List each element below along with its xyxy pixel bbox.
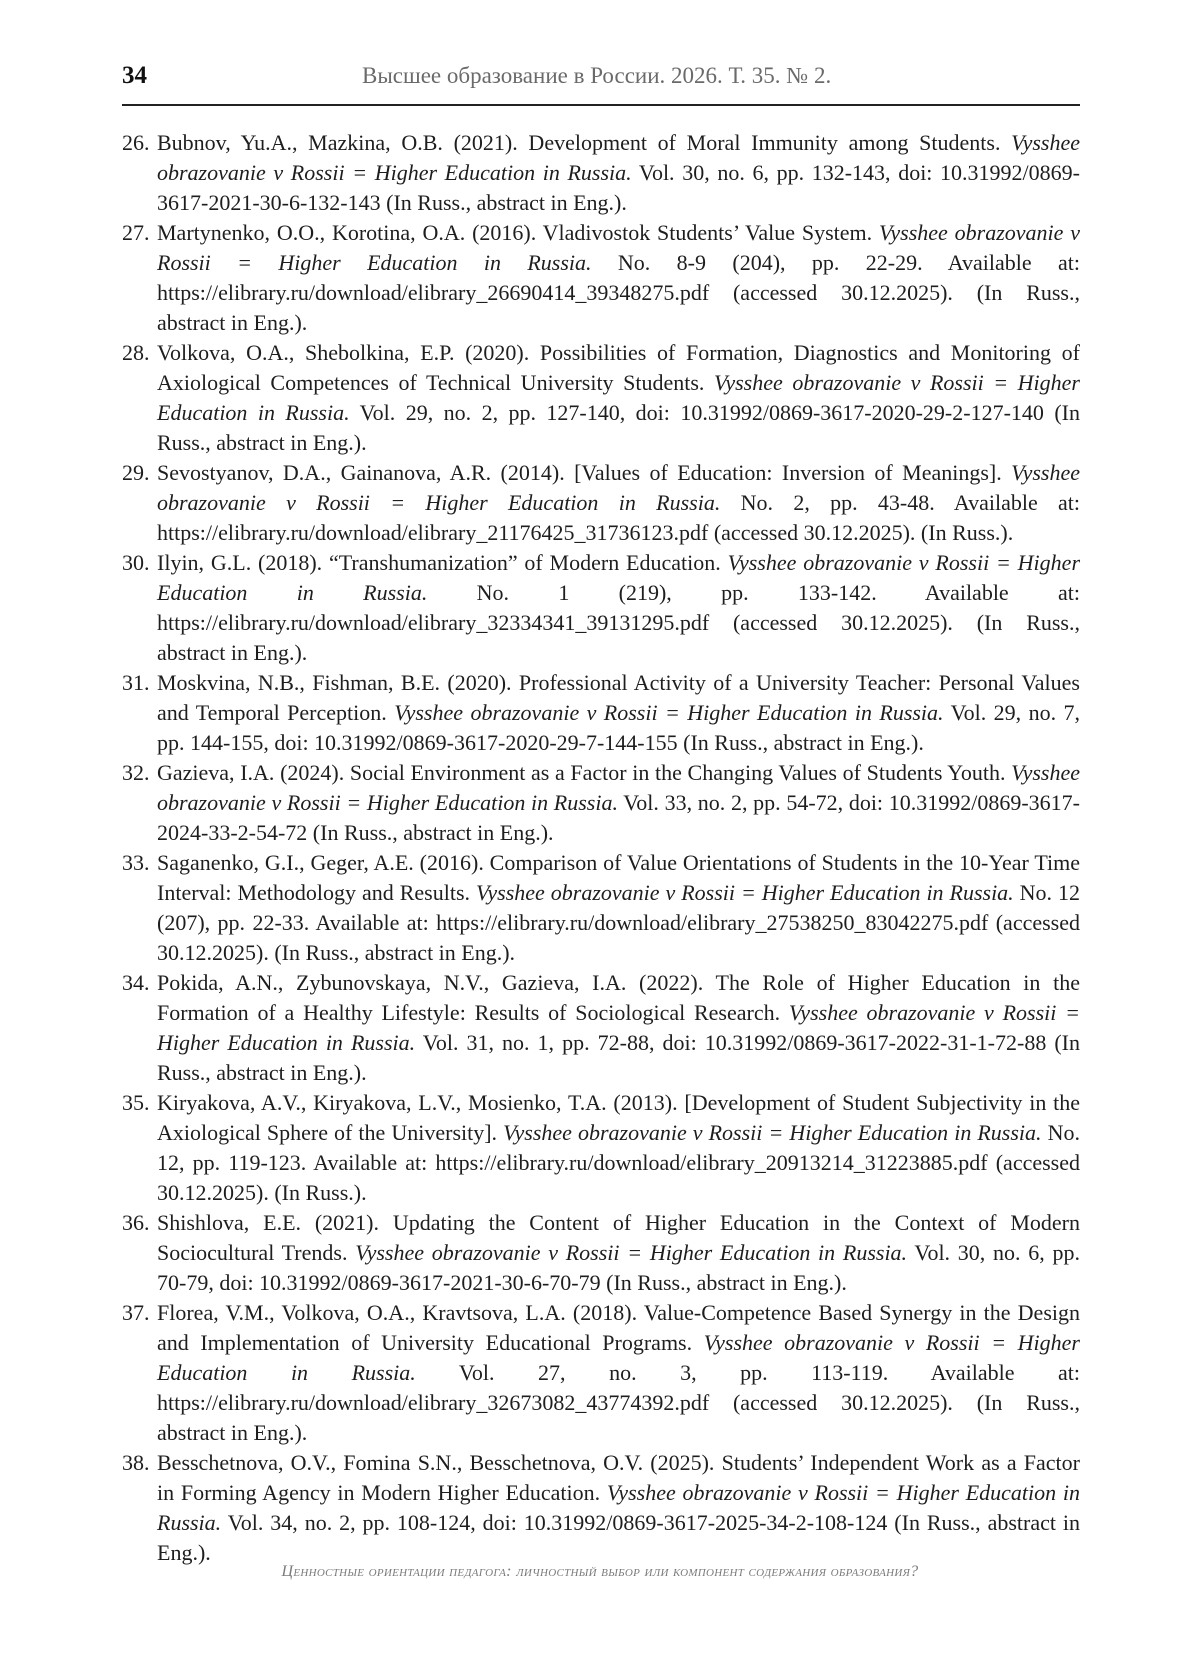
reference-item bbox=[122, 458, 1080, 548]
journal-title: Vysshee obrazovanie v Rossii = Higher Education in Russia. bbox=[157, 460, 1080, 515]
reference-text bbox=[157, 1450, 1080, 1565]
reference-segment: Shishlova, E.E. (2021). Updating the Content of Higher Education in the Context of Modern Sociocultural Trends. bbox=[157, 1210, 1080, 1265]
reference-segment: Vol. 30, no. 6, pp. 70-79, doi: 10.31992/0869-3617-2021-30-6-70-79 (In Russ., abstract in Eng.). bbox=[157, 1240, 1080, 1295]
reference-number: 34. bbox=[122, 970, 150, 995]
reference-segment: No. 2, pp. 43-48. Available at: https://elibrary.ru/download/elibrary_21176425_31736123.pdf (accessed 30.12.2025). (In Russ.). bbox=[157, 490, 1081, 545]
reference-number: 33. bbox=[122, 850, 150, 875]
reference-number: 27. bbox=[122, 220, 150, 245]
reference-item bbox=[122, 128, 1080, 218]
reference-number: 37. bbox=[122, 1300, 150, 1325]
journal-title: Vysshee obrazovanie v Rossii = Higher Education in Russia. bbox=[157, 220, 1080, 275]
reference-segment: Martynenko, O.O., Korotina, O.A. (2016). Vladivostok Students’ Value System. bbox=[157, 220, 879, 245]
journal-title: Vysshee obrazovanie v Rossii = Higher Education in Russia. bbox=[157, 550, 1081, 605]
journal-title: Vysshee obrazovanie v Rossii = Higher Education in Russia. bbox=[355, 1240, 908, 1265]
journal-title: Vysshee obrazovanie v Rossii = Higher Education in Russia. bbox=[157, 370, 1080, 425]
reference-item bbox=[122, 1298, 1080, 1448]
reference-text bbox=[157, 1300, 1080, 1445]
reference-text bbox=[157, 550, 1080, 665]
reference-segment: Sevostyanov, D.A., Gainanova, A.R. (2014). [Values of Education: Inversion of Meanings]. bbox=[157, 460, 1012, 485]
reference-segment: Pokida, A.N., Zybunovskaya, N.V., Gazieva, I.A. (2022). The Role of Higher Education in the Formation of a Healthy Lifestyle: Results of Sociological Research. bbox=[157, 970, 1080, 1025]
reference-item bbox=[122, 338, 1080, 458]
reference-item bbox=[122, 668, 1080, 758]
reference-segment: Vol. 33, no. 2, pp. 54-72, doi: 10.31992/0869-3617-2024-33-2-54-72 (In Russ., abstract in Eng.). bbox=[157, 790, 1080, 845]
reference-item bbox=[122, 848, 1080, 968]
reference-segment: Ilyin, G.L. (2018). “Transhumanization” of Modern Education. bbox=[157, 550, 728, 575]
journal-title: Vysshee obrazovanie v Rossii = Higher Education in Russia. bbox=[157, 760, 1080, 815]
journal-title: Vysshee obrazovanie v Rossii = Higher Education in Russia. bbox=[475, 880, 1014, 905]
journal-title: Vysshee obrazovanie v Rossii = Higher Education in Russia. bbox=[157, 1480, 1080, 1535]
reference-item bbox=[122, 548, 1080, 668]
reference-number: 30. bbox=[122, 550, 150, 575]
reference-segment: No. 1 (219), pp. 133-142. Available at: https://elibrary.ru/download/elibrary_32334341_39131295.pdf (accessed 30.12.2025). (In Russ., abstract in Eng.). bbox=[157, 580, 1080, 665]
reference-text bbox=[157, 970, 1080, 1085]
reference-text bbox=[157, 340, 1080, 455]
reference-segment: Bubnov, Yu.A., Mazkina, O.B. (2021). Development of Moral Immunity among Students. bbox=[157, 130, 1012, 155]
journal-title: Vysshee obrazovanie v Rossii = Higher Education in Russia. bbox=[394, 700, 944, 725]
reference-number: 31. bbox=[122, 670, 150, 695]
reference-segment: Moskvina, N.B., Fishman, B.E. (2020). Professional Activity of a University Teacher: Personal Values and Temporal Perception. bbox=[157, 670, 1080, 725]
reference-number: 35. bbox=[122, 1090, 150, 1115]
reference-item bbox=[122, 1208, 1080, 1298]
reference-number: 32. bbox=[122, 760, 150, 785]
running-head: Высшее образование в России. 2026. Т. 35. № 2. bbox=[362, 63, 832, 88]
reference-segment: Vol. 27, no. 3, pp. 113-119. Available at: https://elibrary.ru/download/elibrary_32673082_43774392.pdf (accessed 30.12.2025). (In Russ., abstract in Eng.). bbox=[157, 1360, 1080, 1445]
reference-number: 26. bbox=[122, 130, 150, 155]
reference-number: 28. bbox=[122, 340, 150, 365]
reference-text bbox=[157, 1210, 1080, 1295]
reference-segment: Vol. 29, no. 2, pp. 127-140, doi: 10.31992/0869-3617-2020-29-2-127-140 (In Russ., abstract in Eng.). bbox=[157, 400, 1080, 455]
reference-text bbox=[157, 130, 1080, 215]
reference-segment: Volkova, O.A., Shebolkina, E.P. (2020). Possibilities of Formation, Diagnostics and Monitoring of Axiological Competences of Technical University Students. bbox=[157, 340, 1080, 395]
reference-segment: Saganenko, G.I., Geger, A.E. (2016). Comparison of Value Orientations of Students in the 10-Year Time Interval: Methodology and Results. bbox=[157, 850, 1080, 905]
reference-number: 29. bbox=[122, 460, 150, 485]
reference-list bbox=[122, 128, 1080, 1568]
reference-text bbox=[157, 460, 1080, 545]
reference-segment: Kiryakova, A.V., Kiryakova, L.V., Mosienko, T.A. (2013). [Development of Student Subjectivity in the Axiological Sphere of the University]. bbox=[157, 1090, 1080, 1145]
reference-number: 36. bbox=[122, 1210, 150, 1235]
reference-segment: Besschetnova, O.V., Fomina S.N., Besschetnova, O.V. (2025). Students’ Independent Work as a Factor in Forming Agency in Modern Higher Education. bbox=[157, 1450, 1080, 1505]
journal-title: Vysshee obrazovanie v Rossii = Higher Education in Russia. bbox=[503, 1120, 1042, 1145]
reference-text bbox=[157, 670, 1080, 755]
reference-text bbox=[157, 1090, 1080, 1205]
page-header bbox=[122, 58, 1080, 106]
reference-number: 38. bbox=[122, 1450, 150, 1475]
reference-item bbox=[122, 968, 1080, 1088]
reference-item bbox=[122, 1448, 1080, 1568]
reference-segment: Vol. 29, no. 7, pp. 144-155, doi: 10.31992/0869-3617-2020-29-7-144-155 (In Russ., abstract in Eng.). bbox=[157, 700, 1080, 755]
page-number: 34 bbox=[122, 62, 147, 89]
journal-title: Vysshee obrazovanie v Rossii = Higher Education in Russia. bbox=[157, 1000, 1080, 1055]
reference-segment: Vol. 34, no. 2, pp. 108-124, doi: 10.31992/0869-3617-2025-34-2-108-124 (In Russ., abstract in Eng.). bbox=[157, 1510, 1080, 1565]
reference-segment: Vol. 31, no. 1, pp. 72-88, doi: 10.31992/0869-3617-2022-31-1-72-88 (In Russ., abstract in Eng.). bbox=[157, 1030, 1080, 1085]
reference-item bbox=[122, 758, 1080, 848]
journal-title: Vysshee obrazovanie v Rossii = Higher Education in Russia. bbox=[157, 1330, 1080, 1385]
reference-item bbox=[122, 1088, 1080, 1208]
reference-segment: No. 8-9 (204), pp. 22-29. Available at: https://elibrary.ru/download/elibrary_26690414_39348275.pdf (accessed 30.12.2025). (In Russ., abstract in Eng.). bbox=[157, 250, 1081, 335]
journal-title: Vysshee obrazovanie v Rossii = Higher Education in Russia. bbox=[157, 130, 1080, 185]
reference-text bbox=[157, 220, 1080, 335]
reference-segment: Vol. 30, no. 6, pp. 132-143, doi: 10.31992/0869-3617-2021-30-6-132-143 (In Russ., abstract in Eng.). bbox=[157, 160, 1080, 215]
reference-text bbox=[157, 850, 1080, 965]
reference-text bbox=[157, 760, 1080, 845]
reference-segment: No. 12, pp. 119-123. Available at: https://elibrary.ru/download/elibrary_20913214_31223885.pdf (accessed 30.12.2025). (In Russ.). bbox=[157, 1120, 1080, 1205]
reference-segment: Florea, V.M., Volkova, O.A., Kravtsova, L.A. (2018). Value-Competence Based Synergy in the Design and Implementation of University Educational Programs. bbox=[157, 1300, 1080, 1355]
reference-segment: Gazieva, I.A. (2024). Social Environment as a Factor in the Changing Values of Students Youth. bbox=[157, 760, 1012, 785]
running-footer: Ценностные ориентации педагога: личностный выбор или компонент содержания образования? bbox=[281, 1563, 919, 1580]
reference-segment: No. 12 (207), pp. 22-33. Available at: https://elibrary.ru/download/elibrary_27538250_83042275.pdf (accessed 30.12.2025). (In Russ., abstract in Eng.). bbox=[157, 880, 1080, 965]
reference-item bbox=[122, 218, 1080, 338]
